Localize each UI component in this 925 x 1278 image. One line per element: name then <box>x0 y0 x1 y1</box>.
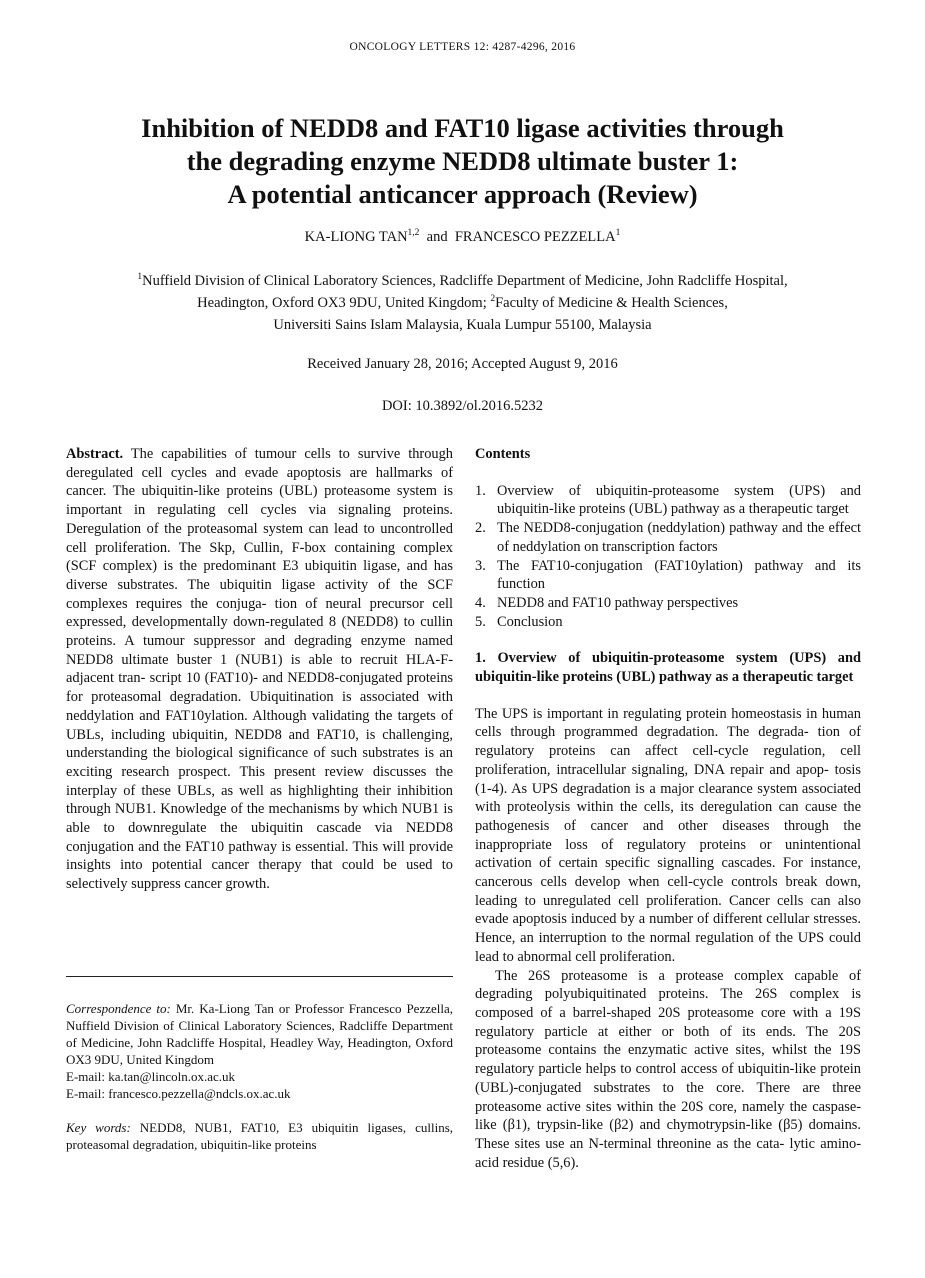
affil-line-2a: Headington, Oxford OX3 9DU, United Kingdom; <box>197 295 491 311</box>
affil-line-2b: Faculty of Medicine & Health Sciences, <box>495 295 728 311</box>
keywords-label: Key words: <box>66 1120 131 1135</box>
footnote-divider <box>66 976 453 977</box>
contents-item <box>475 594 861 613</box>
author-2-affil: 1 <box>615 228 621 239</box>
author-2: FRANCESCO PEZZELLA <box>454 229 616 245</box>
contents-item-text: Overview of ubiquitin-proteasome system (UPS) and ubiquitin-like proteins (UBL) pathway as a therapeutic target <box>497 482 861 518</box>
abstract-label: Abstract. <box>66 446 124 462</box>
right-column <box>475 445 861 1172</box>
correspondence <box>66 1000 453 1102</box>
affil-line-3: Universiti Sains Islam Malaysia, Kuala Lumpur 55100, Malaysia <box>273 317 652 333</box>
contents-item-text: NEDD8 and FAT10 pathway perspectives <box>497 594 739 611</box>
title-line-1: Inhibition of NEDD8 and FAT10 ligase activities through <box>141 113 784 143</box>
contents-item-number: 4. <box>475 594 486 611</box>
contents-item <box>475 519 861 556</box>
affil-line-1: Nuffield Division of Clinical Laboratory Sciences, Radcliffe Department of Medicine, John Radcliffe Hospital, <box>142 273 788 289</box>
correspondence-email-2: E-mail: francesco.pezzella@ndcls.ox.ac.uk <box>66 1086 291 1101</box>
contents-item-number: 3. <box>475 557 486 574</box>
correspondence-label: Correspondence to: <box>66 1001 171 1016</box>
affil-sup-1: 1 <box>137 272 143 283</box>
journal-header: ONCOLOGY LETTERS 12: 4287-4296, 2016 <box>349 41 576 53</box>
author-line <box>0 229 925 246</box>
title-line-2: the degrading enzyme NEDD8 ultimate buster 1: <box>186 146 739 176</box>
contents-item-text: Conclusion <box>497 613 563 630</box>
keywords-text: NEDD8, NUB1, FAT10, E3 ubiquitin ligases, cullins, proteasomal degradation, ubiquitin-like proteins <box>66 1120 453 1152</box>
correspondence-text: Mr. Ka-Liong Tan or Professor Francesco Pezzella, Nuffield Division of Clinical Laboratory Sciences, Radcliffe Department of Medicine, John Radcliffe Hospital, Headley Way, Headington, Oxford OX3 9DU, United Kingdom <box>66 1001 454 1067</box>
contents-item-number: 1. <box>475 482 486 499</box>
contents-item-number: 2. <box>475 520 486 537</box>
keywords <box>66 1119 453 1153</box>
contents-heading: Contents <box>475 446 531 462</box>
affil-sup-2: 2 <box>490 294 496 305</box>
contents-item-text: The NEDD8-conjugation (neddylation) pathway and the effect of neddylation on transcription factors <box>497 520 861 555</box>
doi: DOI: 10.3892/ol.2016.5232 <box>381 398 544 414</box>
contents-item <box>475 613 861 632</box>
contents-item <box>475 482 861 519</box>
article-title <box>60 112 865 211</box>
correspondence-email-1: E-mail: ka.tan@lincoln.ox.ac.uk <box>66 1069 236 1084</box>
affiliations <box>40 270 885 336</box>
title-line-3: A potential anticancer approach (Review) <box>227 179 698 209</box>
abstract-text: The capabilities of tumour cells to survive through deregulated cell cycles and evade apoptosis are hallmarks of cancer. The ubiquitin-like proteins (UBL) proteasome system is important in regulating cell cycles via signaling proteins. Deregulation of the proteasomal system can lead to uncontrolled cell proliferation. The Skp, Cullin, F-box containing complex (SCF complex) is the predominant E3 ubiquitin ligase, and has diverse substrates. The ubiquitin ligase activity of the SCF complexes requires the conjuga- tion of neural precursor cell expressed, developmentally down-regulated 8 (NEDD8) to cullin proteins. A tumour suppressor and degrading enzyme named NEDD8 ultimate buster 1 (NUB1) is able to recruit HLA-F-adjacent tran- script 10 (FAT10)- and NEDD8-conjugated proteins for proteasomal degradation. Ubiquitination is associated with neddylation and FAT10ylation. Although validating the targets of UBLs, including ubiquitin, NEDD8 and FAT10, is challenging, understanding the biological significance of such substrates is an exciting research prospect. This present review discusses the interplay of these UBLs, as well as highlighting their inhibition through NUB1. Knowledge of the mechanisms by which NUB1 is able to downregulate the ubiquitin cascade via NEDD8 conjugation and the FAT10 pathway is essential. This will provide insights into potential cancer therapy that could be used to selectively suppress cancer growth. <box>66 446 453 893</box>
abstract <box>66 445 453 894</box>
contents-list <box>475 482 861 632</box>
section-1-heading: 1. Overview of ubiquitin-proteasome system (UPS) and ubiquitin-like proteins (UBL) pathway as a therapeutic target <box>475 650 861 686</box>
section-1-paragraph-1: The UPS is important in regulating protein homeostasis in human cells through programmed degradation. The degrada- tion of regulatory proteins can affect cell-cycle regulation, cell proliferation, intracellular signaling, DNA repair and apop- tosis (1-4). As UPS degradation is a major clearance system associated with proteolysis within the cells, its deregulation can cause the pathogenesis of cancer and other diseases through the inappropriate loss of regulatory proteins or unintentional activation of certain specific signalling cascades. For instance, cancerous cells develop when cell-cycle controls break down, leading to unregulated cell proliferation. Cancer cells can also evade apoptosis induced by a number of different cellular stresses. Hence, an interruption to the normal regulation of the UPS could lead to abnormal cell proliferation. <box>475 705 861 965</box>
contents-item-text: The FAT10-conjugation (FAT10ylation) pathway and its function <box>497 557 861 593</box>
contents-item-number: 5. <box>475 613 486 630</box>
section-1-paragraph-2: The 26S proteasome is a protease complex capable of degrading polyubiquitinated proteins. The 26S complex is composed of a barrel-shaped 20S proteasome core with a 19S regulatory particle at either or both of its ends. The 20S proteasome contains the enzymatic active sites, whilst the 19S regulatory particle helps to control access of ubiquitin-like protein (UBL)-conjugated substrates to the core. There are three proteasome active sites within the 20S core, namely the caspase-like (β1), trypsin-like (β2) and chymotrypsin-like (β5) domains. These sites use an N-terminal threonine as the cata- lytic amino-acid residue (5,6). <box>475 967 861 1171</box>
author-1-affil: 1,2 <box>407 228 420 239</box>
received-dates: Received January 28, 2016; Accepted August 9, 2016 <box>307 356 618 372</box>
author-1: KA-LIONG TAN <box>304 229 408 245</box>
author-connector: and <box>426 229 448 245</box>
contents-item <box>475 557 861 594</box>
